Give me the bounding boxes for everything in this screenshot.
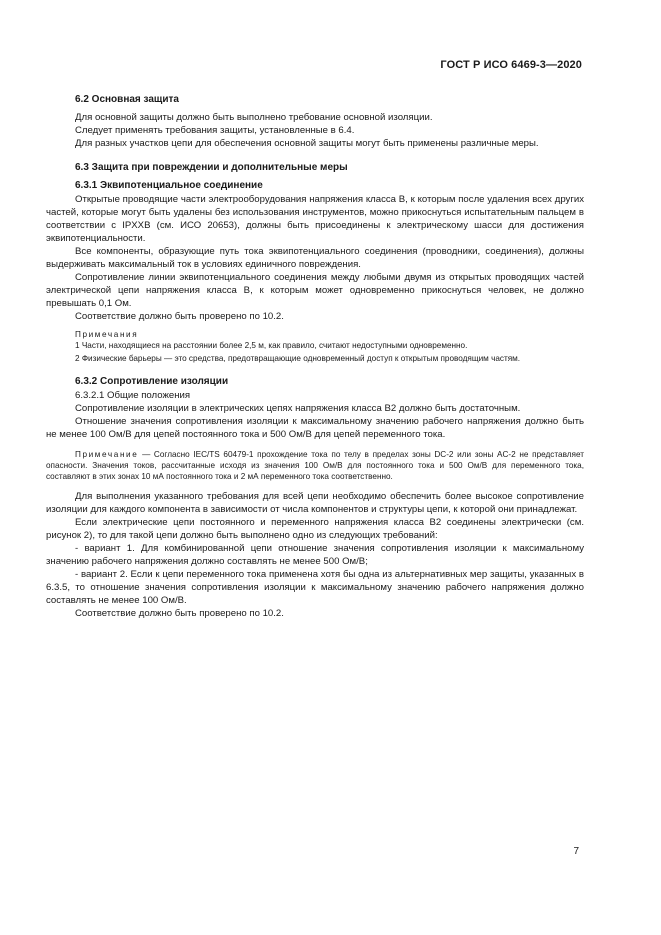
section-6-3-2-paragraph-1: Сопротивление изоляции в электрических цепях напряжения класса В2 должно быть достаточным. (75, 403, 521, 414)
note-label: Примечание (75, 450, 139, 459)
section-6-3-2-paragraph-3: Для выполнения указанного требования для всей цепи необходимо обеспечить более высокое сопротивление изоляции для каждого компонента в зависимости от числа компонентов и структуры цепи, к которой они принадлежат. (46, 491, 584, 515)
notes-title: Примечания (75, 330, 139, 339)
note-1: 1 Части, находящиеся на расстоянии более 2,5 м, как правило, считают недоступными одновременно. (75, 341, 468, 350)
variant-2-item: - вариант 2. Если к цепи переменного тока применена хотя бы одна из альтернативных мер защиты, указанных в 6.3.5, то отношение значения сопротивления изоляции к максимальному значению рабочего напряжения должно составлять не менее 100 Ом/В. (46, 569, 584, 606)
section-6-3-1-title: 6.3.1 Эквипотенциальное соединение (75, 180, 263, 191)
section-6-3-2-1-title: 6.3.2.1 Общие положения (75, 390, 191, 401)
section-6-3-2-note (46, 449, 584, 482)
document-header: ГОСТ Р ИСО 6469-3—2020 (440, 59, 582, 71)
section-6-3-2-paragraph-2: Отношение значения сопротивления изоляции к максимальному значению рабочего напряжения должно быть не менее 100 Ом/В для цепей постоянного тока и 500 Ом/В для цепей переменного тока. (46, 416, 584, 440)
page-content (46, 93, 584, 620)
section-6-3-2-paragraph-4: Если электрические цепи постоянного и переменного напряжения класса В2 соединены электрически (см. рисунок 2), то для такой цепи должно быть выполнено одно из следующих требований: (46, 517, 584, 541)
page-number: 7 (573, 846, 579, 857)
section-6-3-1-paragraph-3: Сопротивление линии эквипотенциального соединения между любыми двумя из открытых проводящих частей электрической цепи напряжения класса В, к которым может одновременно прикоснуться человек, не должно превышать 0,1 Ом. (46, 272, 584, 309)
section-6-3-1-paragraph-1: Открытые проводящие части электрооборудования напряжения класса В, к которым после удаления всех других частей, которые могут быть удалены без использования инструментов, можно прикоснуться испытательным пальцем в соответствии с IPXXB (см. ИСО 20653), должны быть присоединены к электрическому шасси для достижения эквипотенциальности. (46, 194, 584, 244)
section-6-3-2-title: 6.3.2 Сопротивление изоляции (75, 376, 229, 387)
section-6-2-paragraph-1: Для основной защиты должно быть выполнено требование основной изоляции. (75, 112, 433, 123)
variant-1-item: - вариант 1. Для комбинированной цепи отношение значения сопротивления изоляции к максимальному значению рабочего напряжения должно составлять не менее 500 Ом/В; (46, 543, 584, 567)
section-6-3-title: 6.3 Защита при повреждении и дополнительные меры (75, 162, 348, 173)
note-2: 2 Физические барьеры — это средства, предотвращающие одновременный доступ к открытым проводящим частям. (75, 353, 521, 363)
section-6-3-1-paragraph-4: Соответствие должно быть проверено по 10.2. (75, 311, 284, 322)
section-6-2-title: 6.2 Основная защита (75, 94, 179, 105)
section-6-3-1-paragraph-2: Все компоненты, образующие путь тока эквипотенциального соединения (проводники, соединения), должны выдерживать максимальный ток в условиях единичного повреждения. (46, 246, 584, 270)
section-6-2-paragraph-3: Для разных участков цепи для обеспечения основной защиты могут быть применены различные меры. (75, 138, 539, 149)
note-text: — Согласно IEC/TS 60479-1 прохождение тока по телу в пределах зоны DC-2 или зоны AC-2 не представляет опасности. Значения токов, рассчитанные исходя из значения 100 Ом/В для постоянного тока и 500 Ом/В для переменного тока, составляют в этих зонах 10 мА постоянного тока и 2 мА переменного тока соответственно. (46, 450, 584, 481)
section-6-3-2-paragraph-7: Соответствие должно быть проверено по 10.2. (75, 608, 284, 619)
section-6-2-paragraph-2: Следует применять требования защиты, установленные в 6.4. (75, 125, 355, 136)
